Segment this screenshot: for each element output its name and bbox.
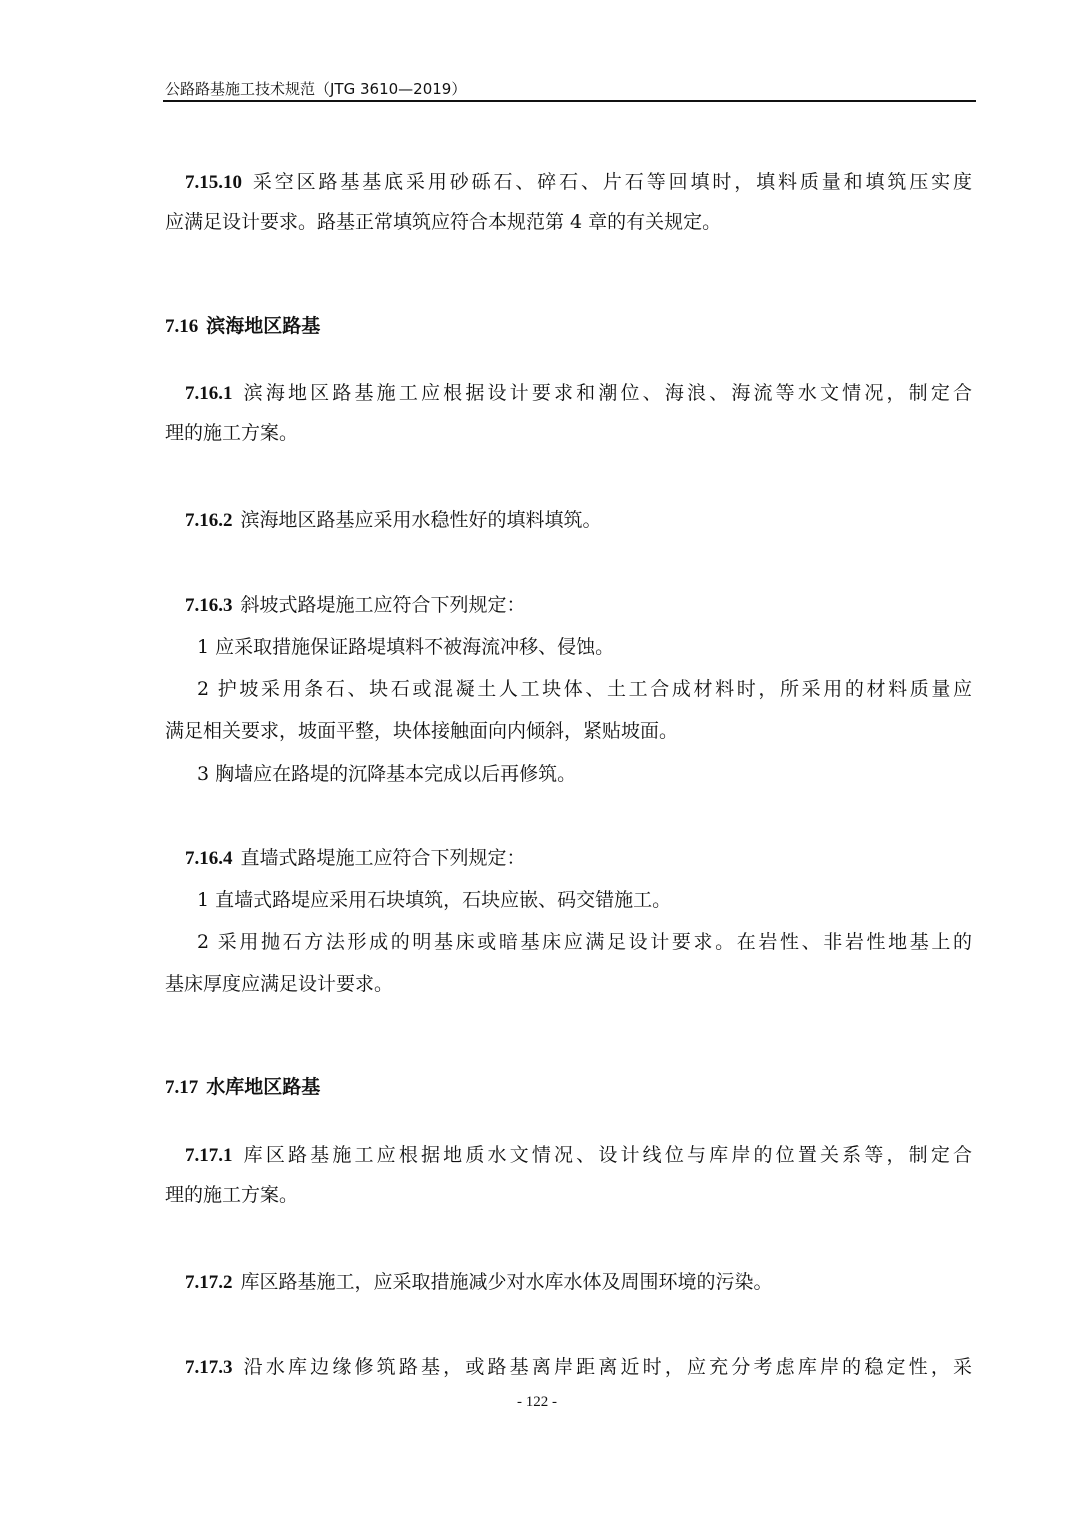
- clause-7-17-1: [185, 1143, 972, 1168]
- list-item-continued: 满足相关要求，坡面平整，块体接触面向内倾斜，紧贴坡面。: [165, 720, 679, 742]
- clause-7-16-4: [185, 846, 972, 871]
- clause-text: 斜坡式路堤施工应符合下列规定：: [240, 594, 526, 616]
- clause-number: 7.16.3: [185, 595, 233, 616]
- clause-number: 7.15.10: [185, 172, 242, 193]
- clause-text: 库区路基施工，应采取措施减少对水库水体及周围环境的污染。: [240, 1271, 773, 1293]
- section-heading-7-17: [165, 1075, 972, 1100]
- clause-text: 采空区路基基底采用砂砾石、碎石、片石等回填时，填料质量和填筑压实度: [250, 171, 972, 193]
- list-item-continued: 基床厚度应满足设计要求。: [165, 973, 394, 995]
- clause-7-16-2: [185, 508, 972, 533]
- list-item: 1 直墙式路堤应采用石块填筑，石块应嵌、码交错施工。: [197, 889, 672, 911]
- clause-7-15-10: [185, 170, 972, 195]
- section-number: 7.16: [165, 316, 199, 337]
- clause-7-17-3: [185, 1355, 972, 1380]
- clause-number: 7.16.1: [185, 383, 233, 404]
- clause-number: 7.16.4: [185, 848, 233, 869]
- list-item: 2 护坡采用条石、块石或混凝土人工块体、土工合成材料时，所采用的材料质量应: [197, 678, 972, 700]
- clause-text: 理的施工方案。: [165, 1184, 299, 1206]
- clause-7-16-1: [185, 381, 972, 406]
- list-item: 3 胸墙应在路堤的沉降基本完成以后再修筑。: [197, 763, 577, 785]
- page-number: - 122 -: [517, 1394, 557, 1410]
- clause-text: 直墙式路堤施工应符合下列规定：: [240, 847, 526, 869]
- running-header: 公路路基施工技术规范（JTG 3610—2019）: [165, 80, 467, 98]
- clause-7-16-3: [185, 593, 972, 618]
- clause-text: 库区路基施工应根据地质水文情况、设计线位与库岸的位置关系等，制定合: [240, 1144, 972, 1166]
- clause-text: 理的施工方案。: [165, 422, 299, 444]
- clause-text: 沿水库边缘修筑路基，或路基离岸距离近时，应充分考虑库岸的稳定性，采: [240, 1356, 972, 1378]
- clause-number: 7.17.3: [185, 1357, 233, 1378]
- clause-text: 应满足设计要求。路基正常填筑应符合本规范第 4 章的有关规定。: [165, 211, 722, 233]
- clause-text: 滨海地区路基施工应根据设计要求和潮位、海浪、海流等水文情况，制定合: [240, 382, 972, 404]
- clause-text: 滨海地区路基应采用水稳性好的填料填筑。: [240, 509, 602, 531]
- clause-7-17-2: [185, 1270, 972, 1295]
- section-heading-7-16: [165, 314, 972, 339]
- section-title: 水库地区路基: [206, 1076, 321, 1098]
- list-item: 1 应采取措施保证路堤填料不被海流冲移、侵蚀。: [197, 636, 615, 658]
- clause-number: 7.17.2: [185, 1272, 233, 1293]
- clause-number: 7.17.1: [185, 1145, 233, 1166]
- list-item: 2 采用抛石方法形成的明基床或暗基床应满足设计要求。在岩性、非岩性地基上的: [197, 931, 972, 953]
- header-rule: [163, 100, 976, 102]
- clause-number: 7.16.2: [185, 510, 233, 531]
- section-number: 7.17: [165, 1077, 199, 1098]
- section-title: 滨海地区路基: [206, 315, 321, 337]
